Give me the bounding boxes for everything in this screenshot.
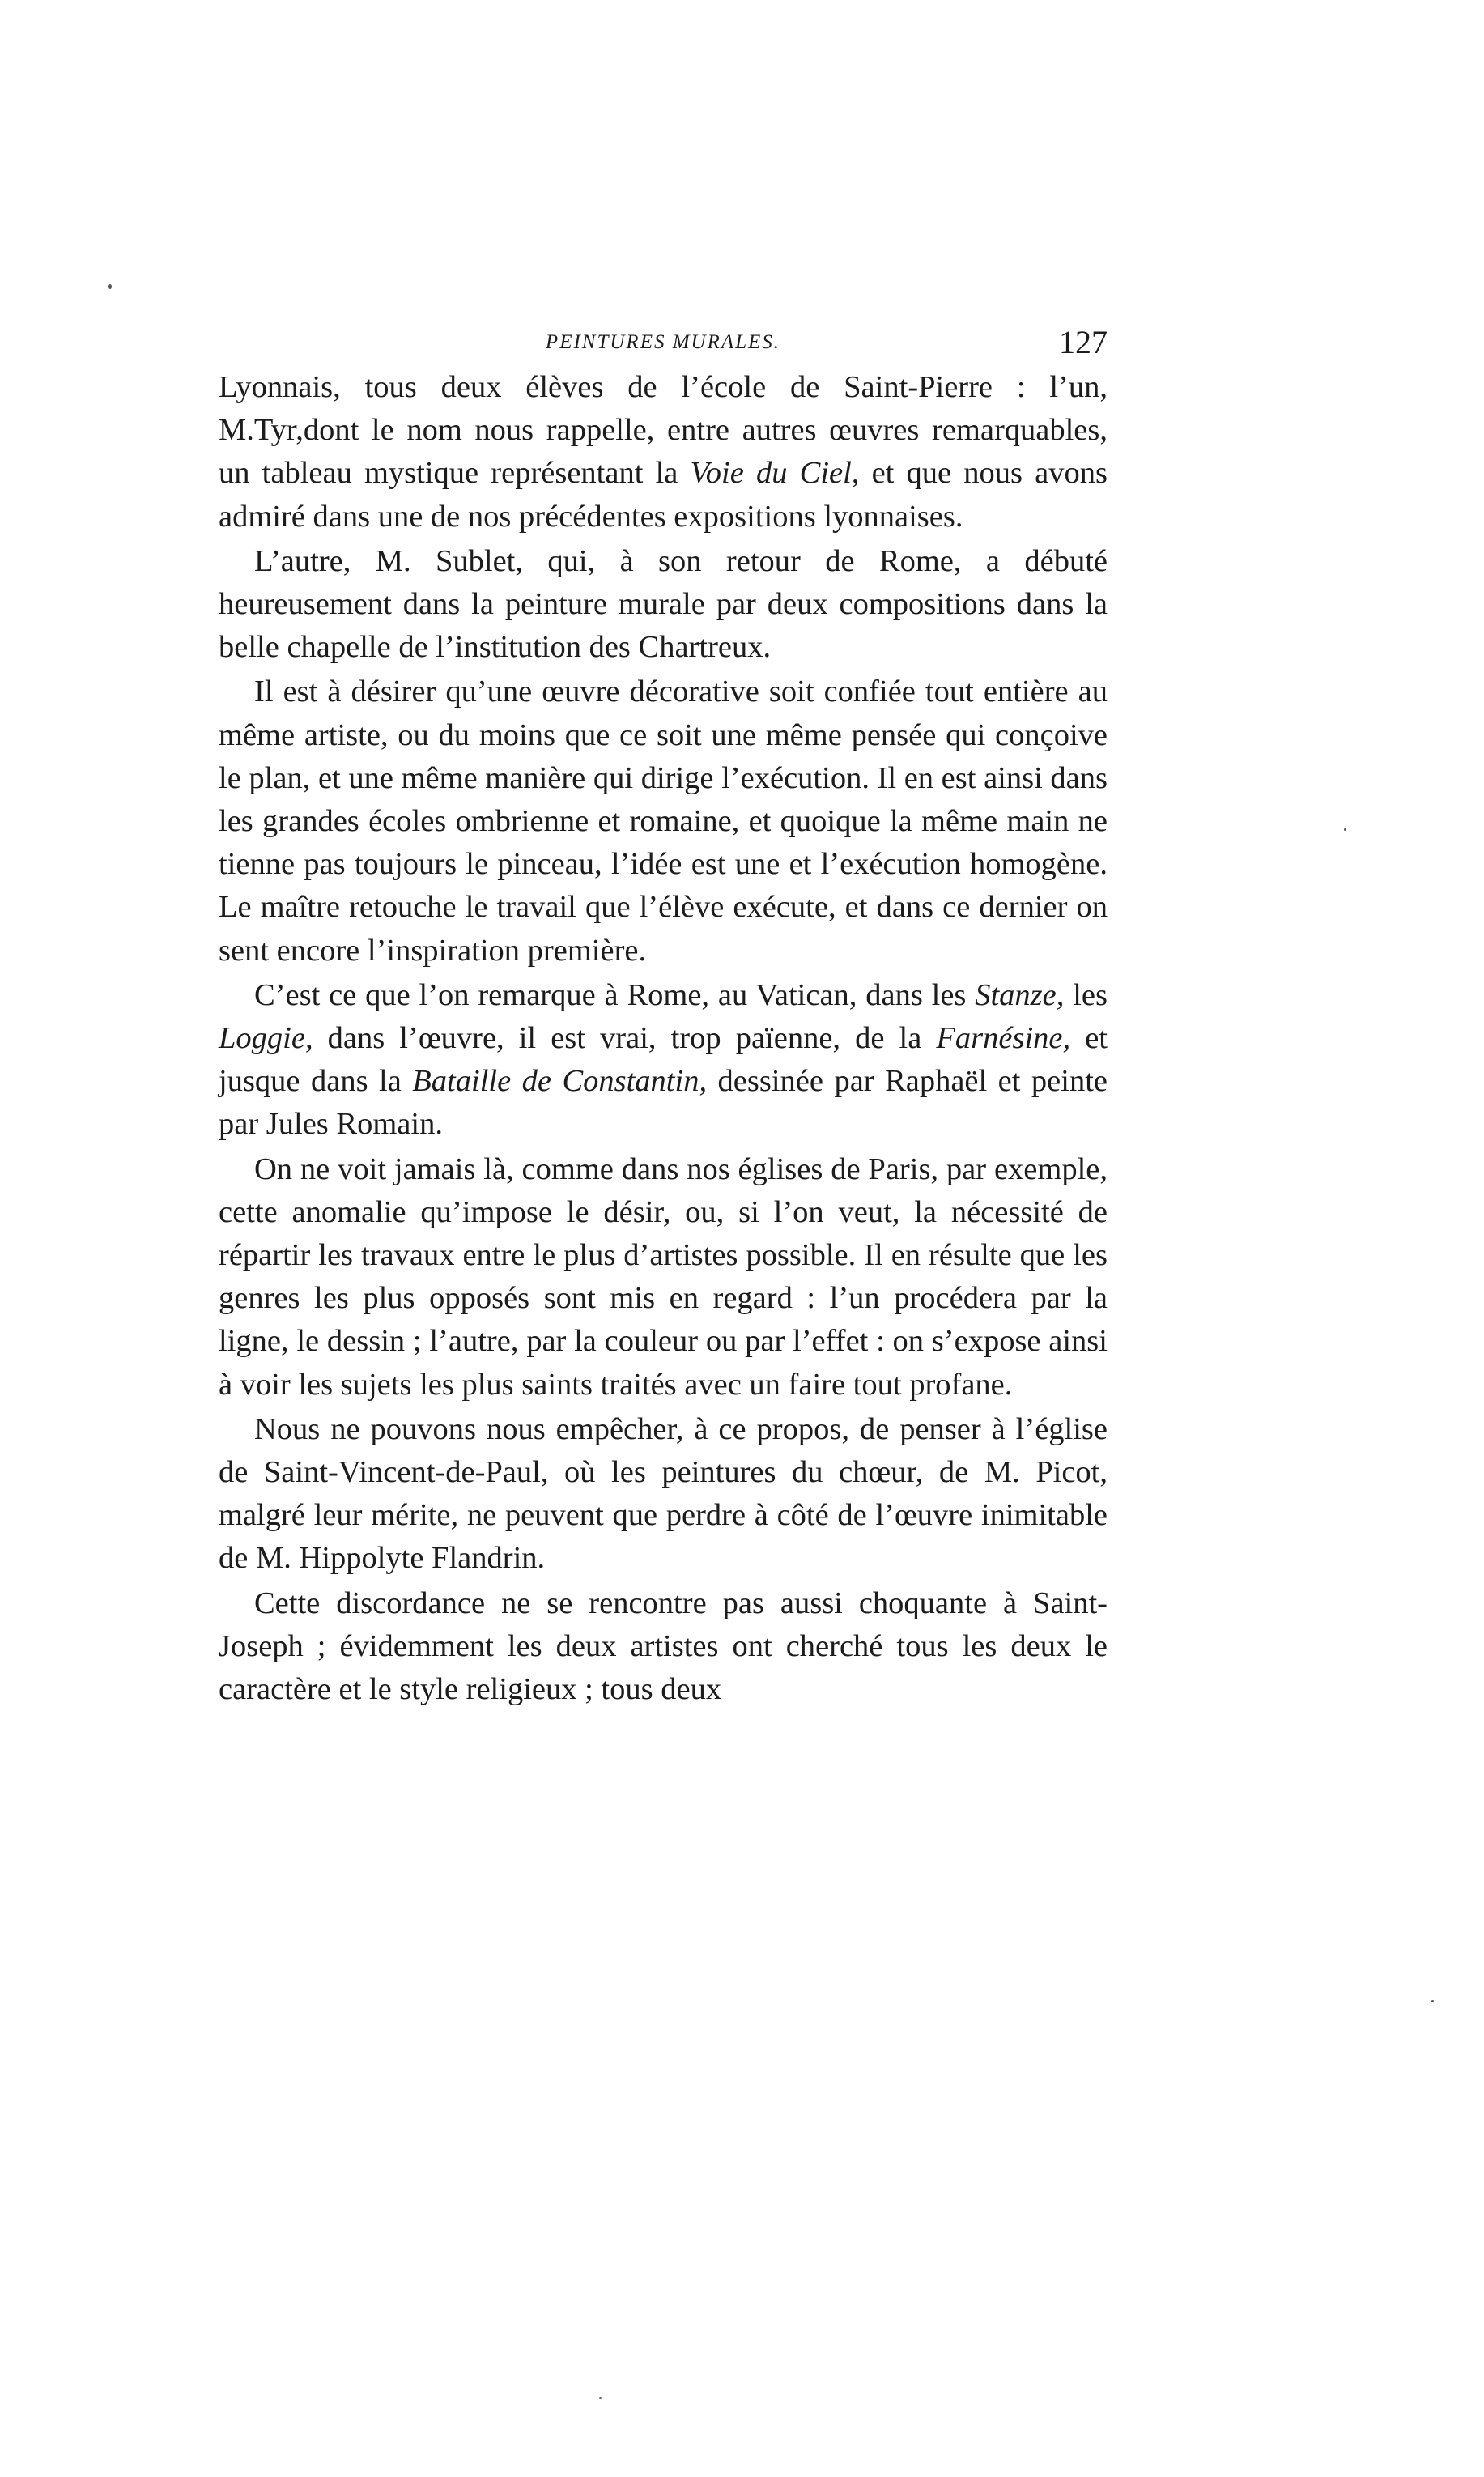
text-run: et que nous avons admiré dans une de nos précédentes expositions lyonnaises. [219, 456, 1108, 534]
scan-speck [599, 2397, 602, 2399]
scan-speck [1344, 828, 1346, 831]
text-run: et jusque dans la [219, 1021, 1108, 1099]
text-run: On ne voit jamais là, comme dans nos églises de Paris, par exemple, cette anomalie qu’impose le désir, ou, si l’on veut, la nécessité de répartir les travaux entre le plus d’artistes possible. Il en résulte que les genres les plus opposés sont mis en regard : l’un procédera par la ligne, le dessin ; l’autre, par la couleur ou par l’effet : on s’expose ainsi à voir les sujets les plus saints traités avec un faire tout profane. [219, 1151, 1108, 1402]
paragraph-6 [219, 1408, 1108, 1581]
italic-run: Voie du Ciel, [690, 456, 860, 491]
paragraph-3 [219, 670, 1108, 972]
italic-run: Loggie, [219, 1021, 313, 1056]
italic-run: Bataille de Constantin, [412, 1064, 708, 1099]
page-header [219, 322, 1108, 363]
paragraph-4 [219, 974, 1108, 1147]
text-run: Cette discordance ne se rencontre pas aussi choquante à Saint-Joseph ; évidemment les deux artistes ont cherché tous les deux le caractère et le style religieux ; tous deux [219, 1585, 1108, 1707]
scan-speck [108, 284, 112, 289]
italic-run: Stanze, [975, 977, 1065, 1012]
text-run: dans l’œuvre, il est vrai, trop païenne, de la [313, 1021, 937, 1056]
text-run: dessinée par Raphaël et peinte par Jules Romain. [219, 1064, 1108, 1142]
body-text [219, 366, 1108, 1713]
text-run: Nous ne pouvons nous empêcher, à ce propos, de penser à l’église de Saint-Vincent-de-Paul, où les peintures du chœur, de M. Picot, malgré leur mérite, ne peuvent que perdre à côté de l’œuvre inimitable de M. Hippolyte Flandrin. [219, 1411, 1108, 1576]
running-head: PEINTURES MURALES. [545, 331, 781, 353]
text-run: Lyonnais, tous deux élèves de l’école de Saint-Pierre : l’un, M.Tyr,dont le nom nous rappelle, entre autres œuvres remarquables, un tableau mystique représentant la [219, 370, 1108, 491]
text-run: C’est ce que l’on remarque à Rome, au Vatican, dans les [254, 977, 976, 1012]
italic-run: Farnésine, [936, 1021, 1071, 1056]
text-run: Il est à désirer qu’une œuvre décorative soit confiée tout entière au même artiste, ou du moins que ce soit une même pensée qui conçoive le plan, et une même manière qui dirige l’exécution. Il en est ainsi dans les grandes écoles ombrienne et romaine, et quoique la même main ne tienne pas toujours le pinceau, l’idée est une et l’exécution homogène. Le maître retouche le travail que l’élève exécute, et dans ce dernier on sent encore l’inspiration première. [219, 675, 1108, 968]
paragraph-7 [219, 1582, 1108, 1712]
text-run: L’autre, M. Sublet, qui, à son retour de Rome, a débuté heureusement dans la peinture murale par deux compositions dans la belle chapelle de l’institution des Chartreux. [219, 543, 1108, 665]
scan-speck [1431, 2000, 1434, 2002]
paragraph-2 [219, 540, 1108, 670]
paragraph-5 [219, 1148, 1108, 1407]
page-number: 127 [1059, 324, 1108, 360]
paragraph-1 [219, 366, 1108, 538]
text-run: les [1064, 977, 1108, 1012]
